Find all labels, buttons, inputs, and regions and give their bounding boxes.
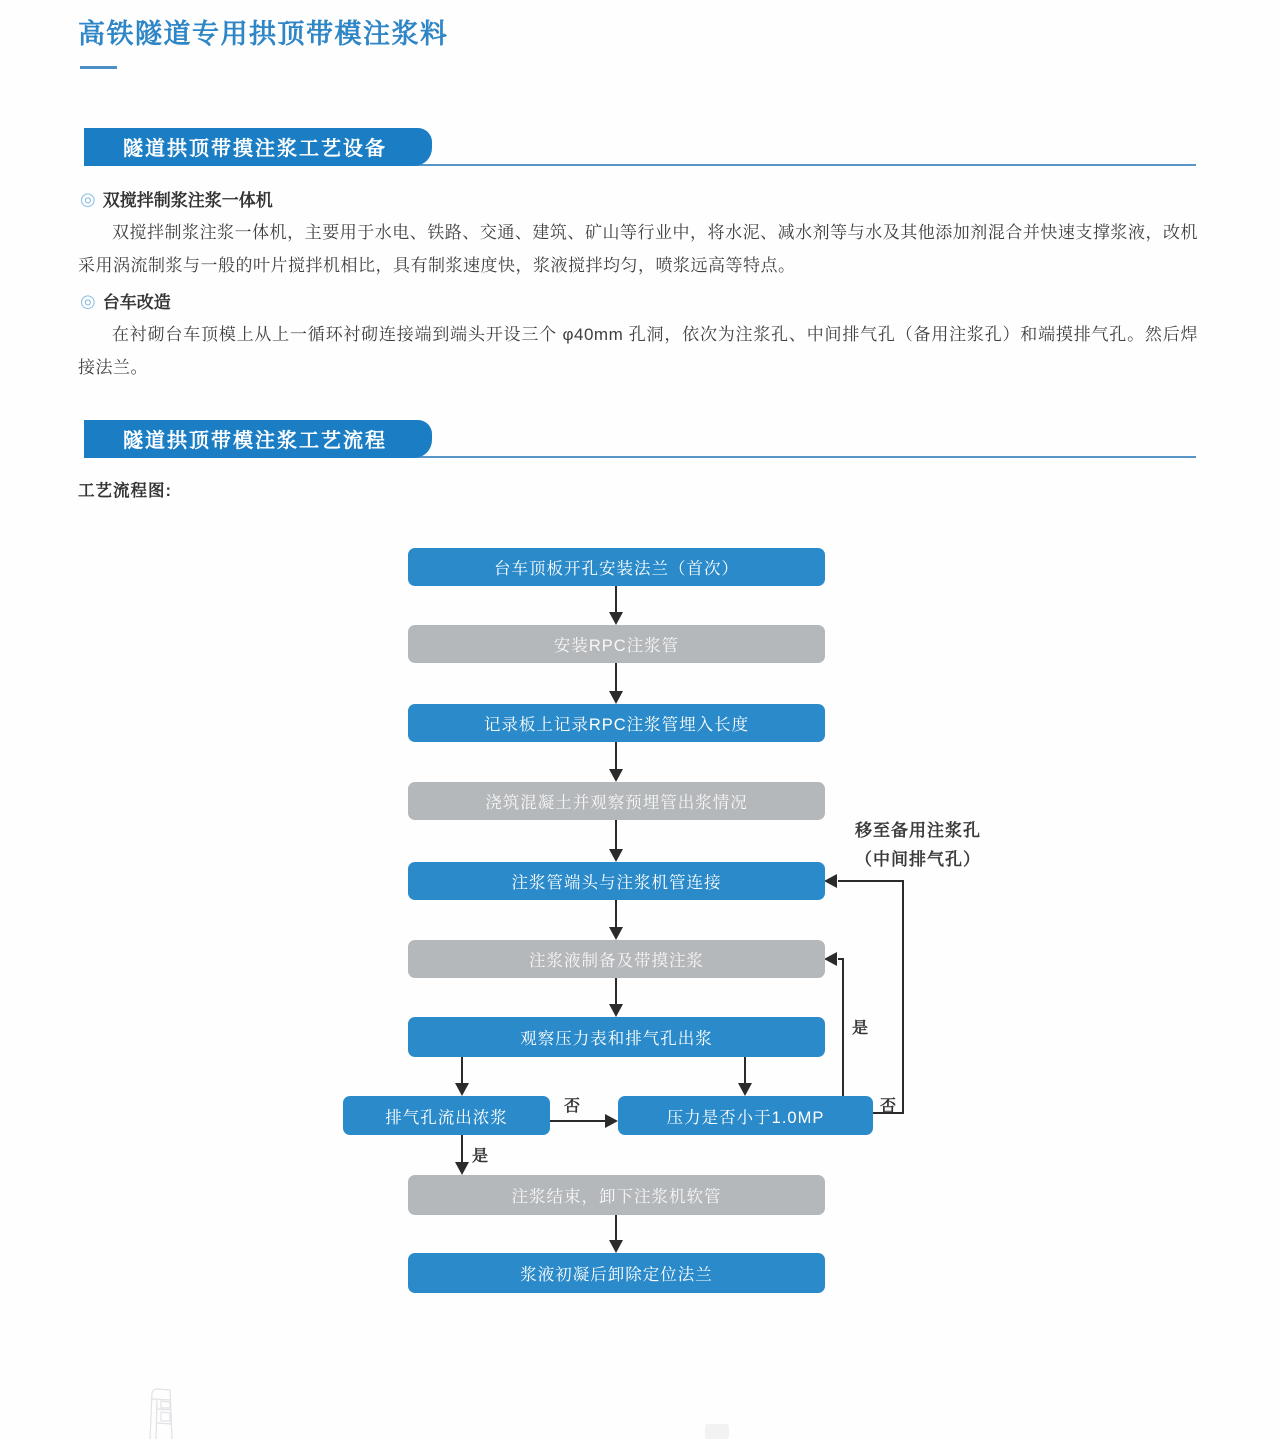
section-banner-process-tab: 隧道拱顶带模注浆工艺流程: [84, 420, 432, 458]
arrow-b1-b2: [609, 586, 623, 625]
arrow-b3-b4: [609, 742, 623, 782]
flow-decision-vent-thick-grout: 排气孔流出浓浆: [343, 1096, 550, 1135]
flow-label-yes-down: 是: [472, 1148, 489, 1165]
arrow-b2-b3: [609, 663, 623, 704]
arrow-b8-b9-no: [550, 1114, 618, 1128]
equipment-item-2-body: 在衬砌台车顶模上从上一循环衬砌连接端到端头开设三个 φ40mm 孔洞，依次为注浆孔、中间排气孔（备用注浆孔）和端摸排气孔。然后焊接法兰。: [78, 325, 1198, 377]
loop-b9-b5-no: [824, 874, 903, 1113]
section-banner-process: [84, 420, 1196, 458]
flow-step-connect-pipe: 注浆管端头与注浆机管连接: [408, 862, 825, 900]
flow-label-no-loop: 否: [880, 1098, 897, 1115]
equipment-item-1-heading-text: 双搅拌制浆注浆一体机: [102, 191, 273, 210]
arrow-b5-b6: [609, 900, 623, 940]
bullet-ring-icon: ◎: [80, 188, 96, 209]
flow-step-install-rpc-pipe: 安装RPC注浆管: [408, 625, 825, 663]
equipment-item-1-body: 双搅拌制浆注浆一体机，主要用于水电、铁路、交通、建筑、矿山等行业中，将水泥、减水剂等与水及其他添加剂混合并快速支撑浆液，改机采用涡流制浆与一般的叶片搅拌机相比，具有制浆速度快，浆液搅拌均匀，喷浆远高等特点。: [78, 223, 1198, 275]
flow-annotation-backup-hole: 移至备用注浆孔: [855, 821, 981, 840]
flow-label-no-right: 否: [564, 1098, 581, 1115]
equipment-item-2-heading-text: 台车改造: [102, 293, 171, 312]
flow-step-record-length: 记录板上记录RPC注浆管埋入长度: [408, 704, 825, 742]
arrow-b10-b11: [609, 1215, 623, 1253]
flow-annotation-middle-vent: （中间排气孔）: [855, 850, 981, 869]
loop-b9-b6-yes: [824, 952, 843, 1096]
flow-step-remove-flange: 浆液初凝后卸除定位法兰: [408, 1253, 825, 1293]
arrow-b4-b5: [609, 820, 623, 862]
flow-step-prepare-grout: 注浆液制备及带摸注浆: [408, 940, 825, 978]
title-underline: [80, 66, 117, 69]
flow-diagram-label: 工艺流程图:: [78, 482, 172, 500]
flow-step-end-grouting: 注浆结束，卸下注浆机软管: [408, 1175, 825, 1215]
arrow-b7-b8: [455, 1057, 469, 1096]
building-watermark-icon: [140, 1387, 184, 1439]
flow-decision-pressure-check: 压力是否小于1.0MP: [618, 1096, 873, 1135]
arrow-b8-b10-yes: [455, 1135, 469, 1175]
flow-step-observe-pressure: 观察压力表和排气孔出浆: [408, 1017, 825, 1057]
section-banner-equipment: [84, 128, 1196, 166]
arrow-b7-b9: [738, 1057, 752, 1096]
section-banner-equipment-tab: 隧道拱顶带摸注浆工艺设备: [84, 128, 432, 166]
page-title: 高铁隧道专用拱顶带模注浆料: [78, 19, 449, 49]
flow-label-yes-loop: 是: [852, 1020, 869, 1037]
footer-smudge: [705, 1424, 729, 1439]
equipment-item-2-heading: [80, 288, 171, 313]
arrow-b6-b7: [609, 978, 623, 1017]
flow-step-install-flange: 台车顶板开孔安装法兰（首次）: [408, 548, 825, 586]
equipment-item-1-heading: [80, 186, 273, 211]
flow-step-pour-concrete: 浇筑混凝土并观察预埋管出浆情况: [408, 782, 825, 820]
bullet-ring-icon: ◎: [80, 290, 96, 311]
